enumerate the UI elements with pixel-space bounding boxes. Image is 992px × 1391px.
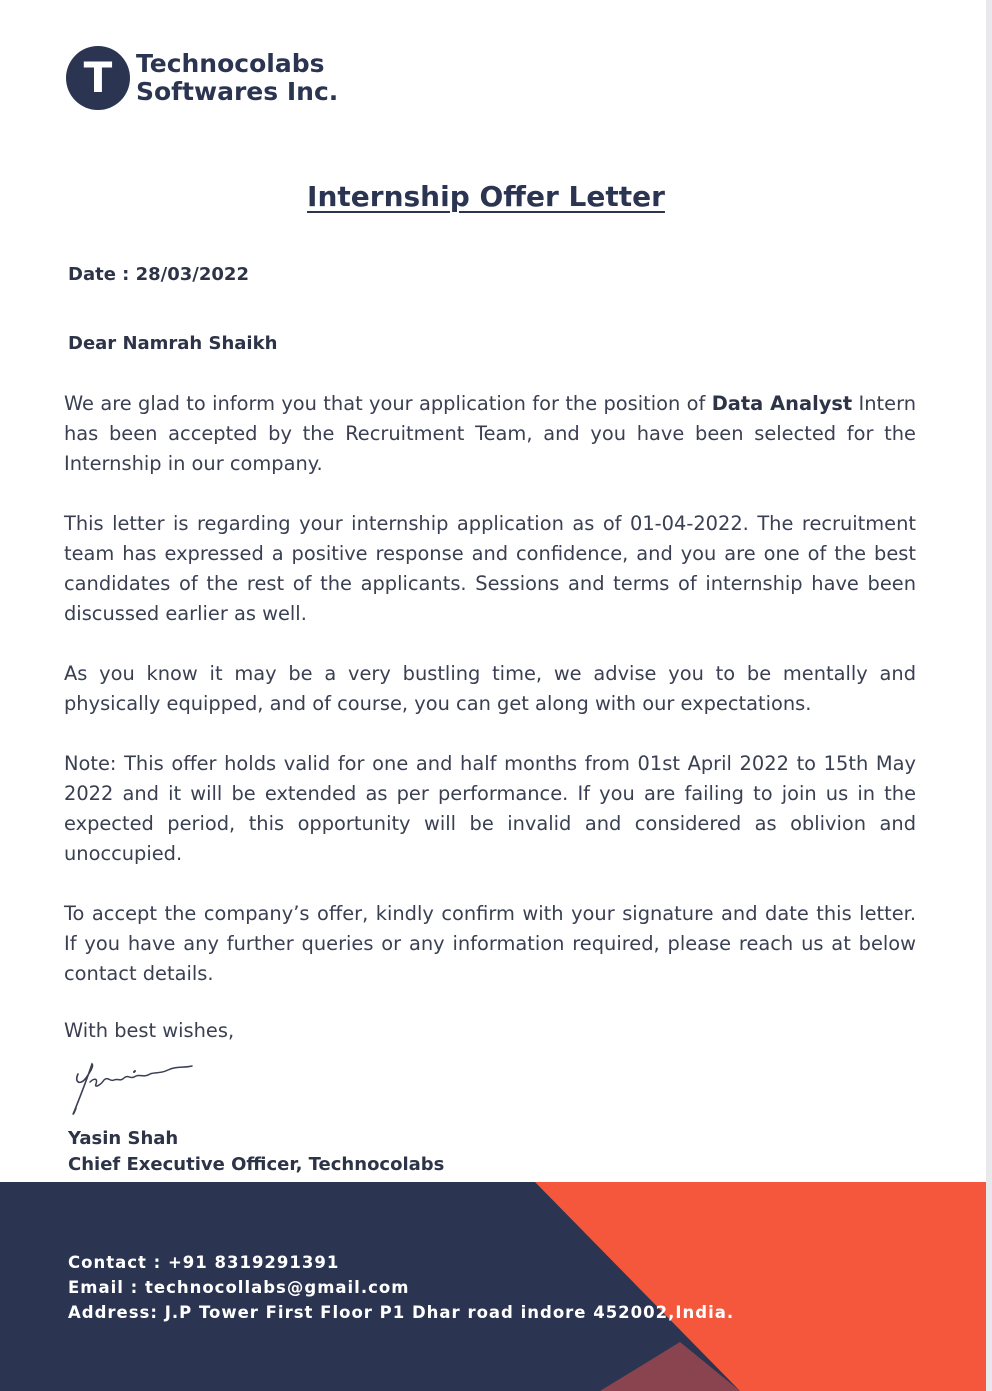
salutation: Dear Namrah Shaikh xyxy=(68,333,278,354)
letter-title: Internship Offer Letter xyxy=(307,180,665,213)
logo-t-icon: T xyxy=(66,46,130,110)
paragraph-5: To accept the company’s offer, kindly confirm with your signature and date this letter. If you have any further queries or any information required, please reach us at below contact details. xyxy=(64,902,916,985)
contact-address: Address: J.P Tower First Floor P1 Dhar road indore 452002,India. xyxy=(68,1303,735,1322)
paragraph-1 xyxy=(64,389,916,479)
letter-title-wrap xyxy=(0,180,972,213)
company-name-line1: Technocolabs xyxy=(136,49,325,78)
signer-title: Chief Executive Officer, Technocolabs xyxy=(68,1154,445,1175)
sign-off: With best wishes, xyxy=(64,1019,235,1042)
paragraph-3: As you know it may be a very bustling time, we advise you to be mentally and physically equipped, and of course, you can get along with our expectations. xyxy=(64,662,916,715)
position-name: Data Analyst xyxy=(711,392,853,415)
paragraph-1-start: We are glad to inform you that your application for the position of xyxy=(64,392,712,415)
paragraph-4: Note: This offer holds valid for one and half months from 01st April 2022 to 15th May 2022 and it will be extended as per performance. If you are failing to join us in the expected period, this opportunity will be invalid and considered as oblivion and unoccupied. xyxy=(64,752,916,865)
company-name xyxy=(136,50,338,106)
contact-email: Email : technocollabs@gmail.com xyxy=(68,1278,410,1297)
handwritten-signature xyxy=(64,1052,204,1122)
letter-date: Date : 28/03/2022 xyxy=(68,264,249,285)
signer-name: Yasin Shah xyxy=(68,1128,179,1149)
signer-block xyxy=(68,1126,444,1178)
company-logo xyxy=(66,46,338,110)
contact-details xyxy=(68,1250,734,1325)
paragraph-1-end: Intern has been accepted by the Recruitment Team, and you have been selected for the Internship in our company. xyxy=(64,392,916,475)
company-name-line2: Softwares Inc. xyxy=(136,77,339,106)
contact-phone: Contact : +91 8319291391 xyxy=(68,1253,340,1272)
paragraph-2: This letter is regarding your internship application as of 01-04-2022. The recruitment team has expressed a positive response and confidence, and you are one of the best candidates of the rest of the applicants. Sessions and terms of internship have been discussed earlier as well. xyxy=(64,512,916,625)
page-edge xyxy=(986,0,992,1391)
